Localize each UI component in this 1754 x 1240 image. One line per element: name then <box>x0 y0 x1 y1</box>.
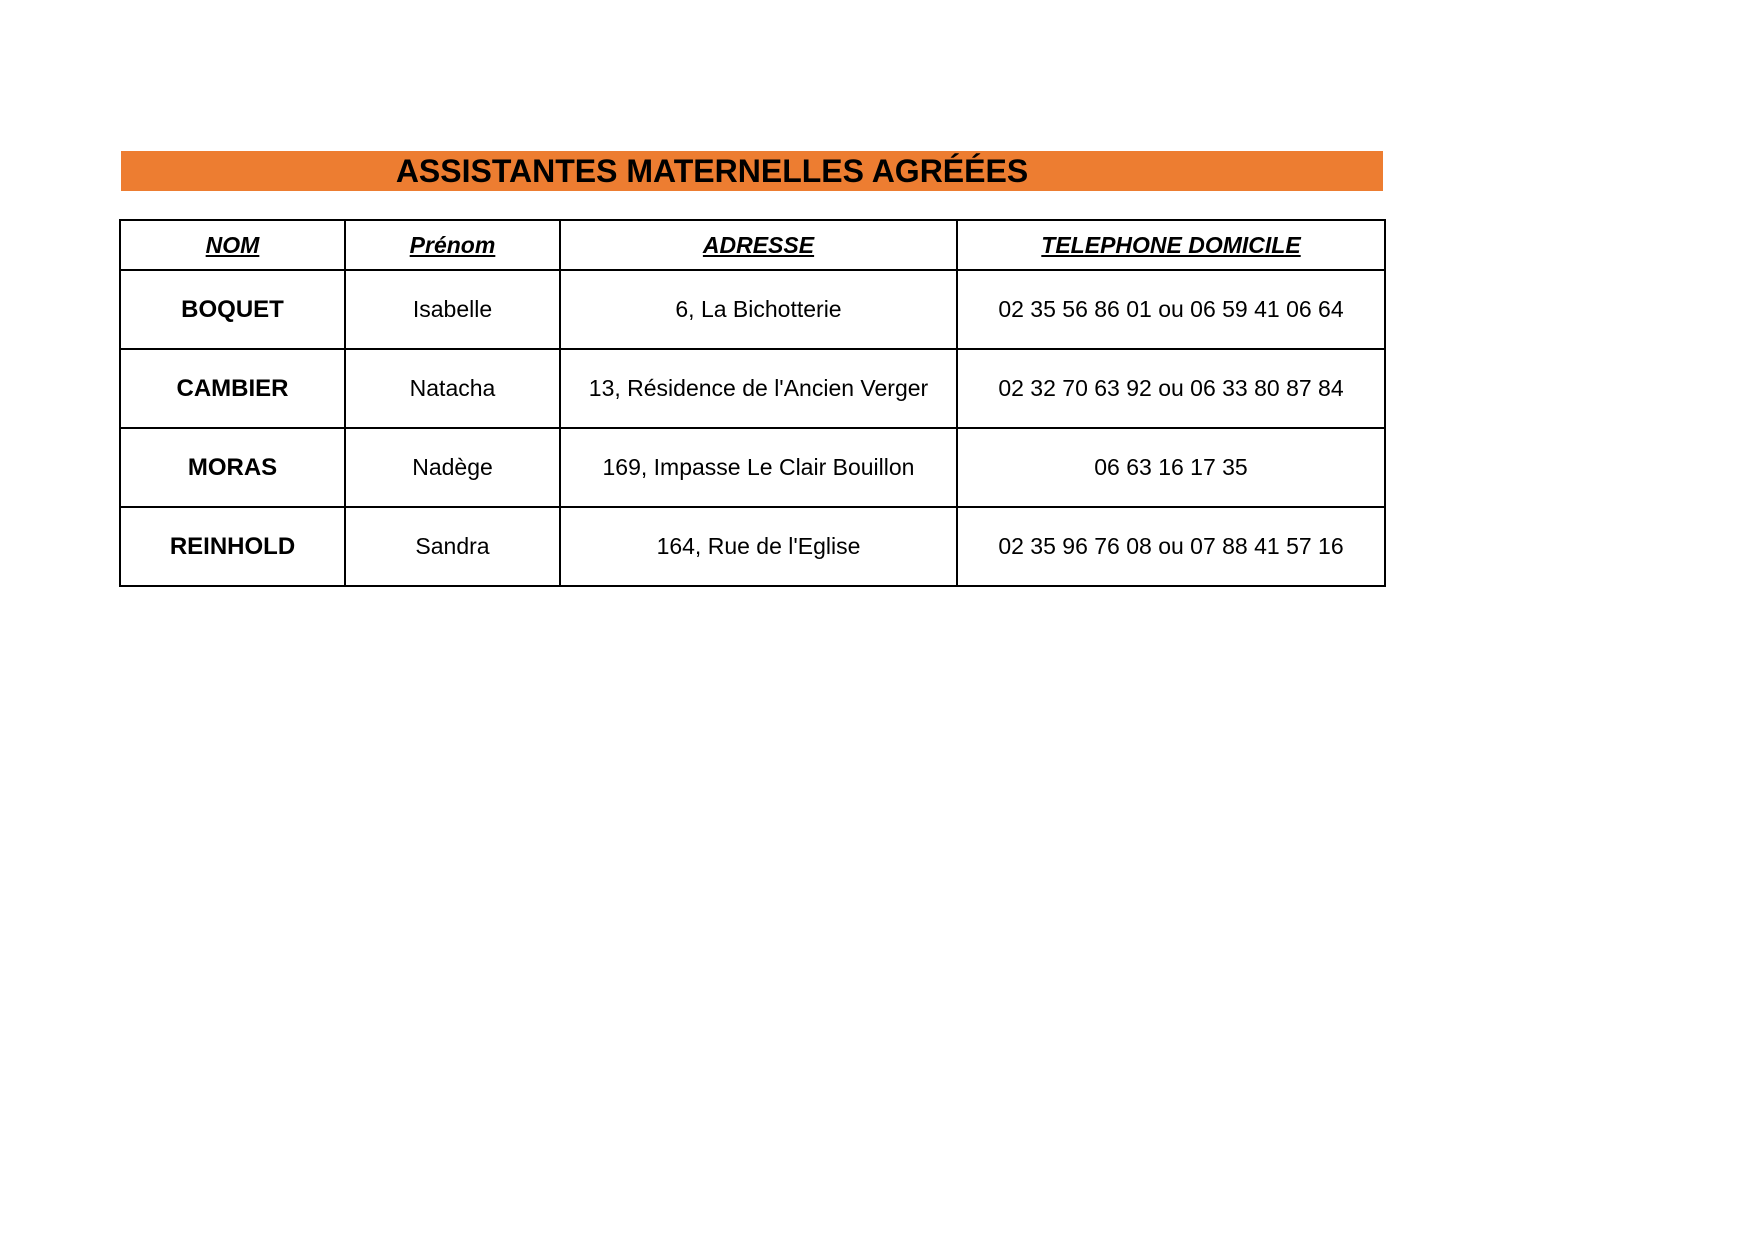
column-header-telephone: TELEPHONE DOMICILE <box>957 220 1385 270</box>
column-header-adresse: ADRESSE <box>560 220 957 270</box>
cell-nom: REINHOLD <box>120 507 345 586</box>
column-header-prenom: Prénom <box>345 220 560 270</box>
table-row <box>120 428 1385 507</box>
cell-adresse: 13, Résidence de l'Ancien Verger <box>560 349 957 428</box>
cell-adresse: 169, Impasse Le Clair Bouillon <box>560 428 957 507</box>
cell-telephone: 02 32 70 63 92 ou 06 33 80 87 84 <box>957 349 1385 428</box>
cell-adresse: 6, La Bichotterie <box>560 270 957 349</box>
cell-nom: MORAS <box>120 428 345 507</box>
cell-nom: BOQUET <box>120 270 345 349</box>
cell-prenom: Sandra <box>345 507 560 586</box>
document-title-banner <box>121 151 1383 191</box>
cell-adresse: 164, Rue de l'Eglise <box>560 507 957 586</box>
cell-nom: CAMBIER <box>120 349 345 428</box>
cell-prenom: Natacha <box>345 349 560 428</box>
cell-prenom: Nadège <box>345 428 560 507</box>
table-row <box>120 507 1385 586</box>
column-header-nom: NOM <box>120 220 345 270</box>
childminders-table <box>119 219 1386 587</box>
cell-prenom: Isabelle <box>345 270 560 349</box>
cell-telephone: 02 35 56 86 01 ou 06 59 41 06 64 <box>957 270 1385 349</box>
cell-telephone: 06 63 16 17 35 <box>957 428 1385 507</box>
table-row <box>120 349 1385 428</box>
cell-telephone: 02 35 96 76 08 ou 07 88 41 57 16 <box>957 507 1385 586</box>
table-row <box>120 270 1385 349</box>
table-header-row <box>120 220 1385 270</box>
document-title: ASSISTANTES MATERNELLES AGRÉÉES <box>395 153 1029 189</box>
